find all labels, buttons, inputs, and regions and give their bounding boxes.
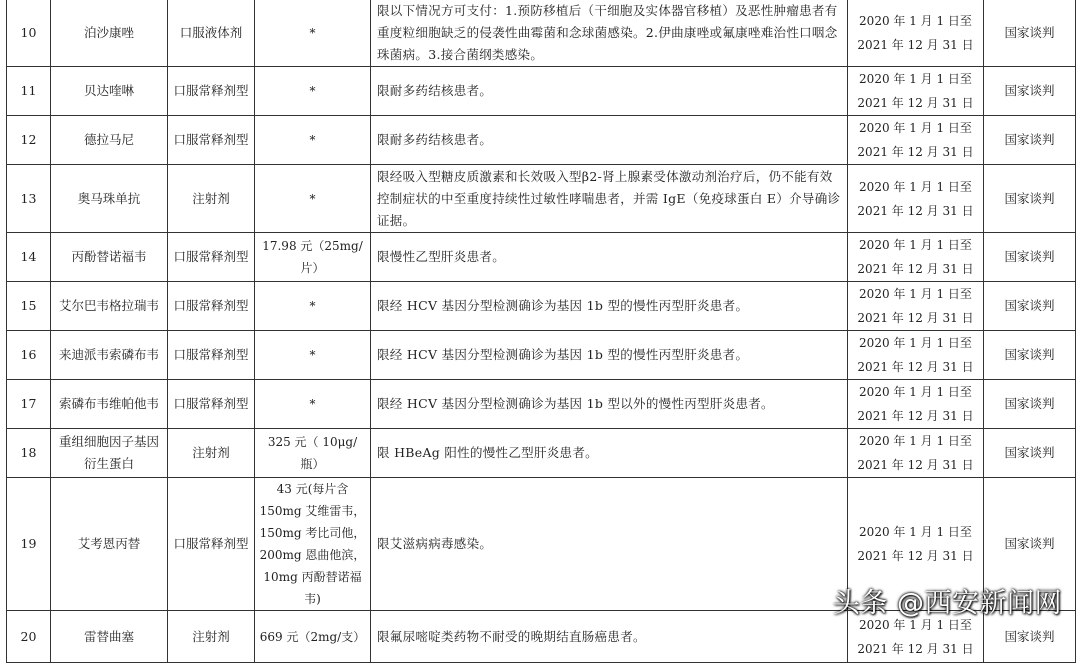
- agreement-period: 2020 年 1 月 1 日至 2021 年 12 月 31 日: [848, 611, 984, 663]
- payment-condition: 限慢性乙型肝炎患者。: [371, 233, 848, 282]
- source: 国家谈判: [984, 380, 1076, 429]
- agreement-period: 2020 年 1 月 1 日至 2021 年 12 月 31 日: [848, 478, 984, 611]
- dosage-form: 口服常释剂型: [168, 380, 255, 429]
- agreement-period: 2020 年 1 月 1 日至 2021 年 12 月 31 日: [848, 116, 984, 165]
- payment-condition: 限氟尿嘧啶类药物不耐受的晚期结直肠癌患者。: [371, 611, 848, 663]
- drug-name: 来迪派韦索磷布韦: [51, 331, 168, 380]
- drug-name: 贝达喹啉: [51, 67, 168, 116]
- agreement-period: 2020 年 1 月 1 日至 2021 年 12 月 31 日: [848, 282, 984, 331]
- dosage-form: 注射剂: [168, 165, 255, 233]
- dosage-form: 注射剂: [168, 611, 255, 663]
- payment-condition: 限耐多药结核患者。: [371, 116, 848, 165]
- drug-name: 丙酚替诺福韦: [51, 233, 168, 282]
- payment-condition: 限艾滋病病毒感染。: [371, 478, 848, 611]
- table-row: [7, 380, 1076, 429]
- agreement-period: 2020 年 1 月 1 日至 2021 年 12 月 31 日: [848, 67, 984, 116]
- table-row: [7, 67, 1076, 116]
- table-row: [7, 165, 1076, 233]
- payment-standard: *: [255, 331, 371, 380]
- payment-condition: 限经 HCV 基因分型检测确诊为基因 1b 型的慢性丙型肝炎患者。: [371, 282, 848, 331]
- payment-standard: *: [255, 165, 371, 233]
- row-number: 11: [7, 67, 51, 116]
- source: 国家谈判: [984, 165, 1076, 233]
- dosage-form: 口服液体剂: [168, 0, 255, 67]
- payment-standard: 43 元(每片含 150mg 艾维雷韦，150mg 考比司他，200mg 恩曲他滨，10mg 丙酚替诺福韦): [255, 478, 371, 611]
- table-row: [7, 331, 1076, 380]
- table-row: [7, 233, 1076, 282]
- drug-name: 泊沙康唑: [51, 0, 168, 67]
- drug-name: 艾考恩丙替: [51, 478, 168, 611]
- payment-standard: *: [255, 282, 371, 331]
- drug-table: [6, 0, 1076, 663]
- source: 国家谈判: [984, 429, 1076, 478]
- payment-standard: *: [255, 67, 371, 116]
- row-number: 12: [7, 116, 51, 165]
- source: 国家谈判: [984, 116, 1076, 165]
- agreement-period: 2020 年 1 月 1 日至 2021 年 12 月 31 日: [848, 233, 984, 282]
- payment-standard: *: [255, 380, 371, 429]
- source: 国家谈判: [984, 478, 1076, 611]
- table-row: [7, 116, 1076, 165]
- agreement-period: 2020 年 1 月 1 日至 2021 年 12 月 31 日: [848, 165, 984, 233]
- agreement-period: 2020 年 1 月 1 日至 2021 年 12 月 31 日: [848, 380, 984, 429]
- watermark: 头条 @西安新闻网: [832, 588, 1062, 619]
- payment-condition: 限经 HCV 基因分型检测确诊为基因 1b 型的慢性丙型肝炎患者。: [371, 331, 848, 380]
- payment-condition: 限耐多药结核患者。: [371, 67, 848, 116]
- row-number: 17: [7, 380, 51, 429]
- payment-standard: 17.98 元（25mg/片）: [255, 233, 371, 282]
- row-number: 10: [7, 0, 51, 67]
- dosage-form: 口服常释剂型: [168, 331, 255, 380]
- source: 国家谈判: [984, 233, 1076, 282]
- row-number: 13: [7, 165, 51, 233]
- payment-condition: 限经吸入型糖皮质激素和长效吸入型β2-肾上腺素受体激动剂治疗后，仍不能有效控制症状的中至重度持续性过敏性哮喘患者，并需 IgE（免疫球蛋白 E）介导确诊证据。: [371, 165, 848, 233]
- dosage-form: 注射剂: [168, 429, 255, 478]
- payment-standard: 669 元（2mg/支）: [255, 611, 371, 663]
- drug-name: 艾尔巴韦格拉瑞韦: [51, 282, 168, 331]
- row-number: 20: [7, 611, 51, 663]
- row-number: 19: [7, 478, 51, 611]
- payment-condition: 限以下情况方可支付：1.预防移植后（干细胞及实体器官移植）及恶性肿瘤患者有重度粒细胞缺乏的侵袭性曲霉菌和念球菌感染。2.伊曲康唑或氟康唑难治性口咽念珠菌病。3.接合菌纲类感染。: [371, 0, 848, 67]
- source: 国家谈判: [984, 611, 1076, 663]
- dosage-form: 口服常释剂型: [168, 282, 255, 331]
- agreement-period: 2020 年 1 月 1 日至 2021 年 12 月 31 日: [848, 331, 984, 380]
- table-row: [7, 0, 1076, 67]
- source: 国家谈判: [984, 0, 1076, 67]
- dosage-form: 口服常释剂型: [168, 116, 255, 165]
- source: 国家谈判: [984, 67, 1076, 116]
- source: 国家谈判: [984, 282, 1076, 331]
- row-number: 14: [7, 233, 51, 282]
- payment-standard: 325 元（ 10μg/瓶）: [255, 429, 371, 478]
- payment-condition: 限经 HCV 基因分型检测确诊为基因 1b 型以外的慢性丙型肝炎患者。: [371, 380, 848, 429]
- drug-name: 奥马珠单抗: [51, 165, 168, 233]
- payment-condition: 限 HBeAg 阳性的慢性乙型肝炎患者。: [371, 429, 848, 478]
- drug-name: 雷替曲塞: [51, 611, 168, 663]
- payment-standard: *: [255, 0, 371, 67]
- dosage-form: 口服常释剂型: [168, 67, 255, 116]
- drug-name: 重组细胞因子基因衍生蛋白: [51, 429, 168, 478]
- table-row: [7, 282, 1076, 331]
- row-number: 16: [7, 331, 51, 380]
- agreement-period: 2020 年 1 月 1 日至 2021 年 12 月 31 日: [848, 429, 984, 478]
- dosage-form: 口服常释剂型: [168, 233, 255, 282]
- source: 国家谈判: [984, 331, 1076, 380]
- row-number: 18: [7, 429, 51, 478]
- drug-name: 德拉马尼: [51, 116, 168, 165]
- dosage-form: 口服常释剂型: [168, 478, 255, 611]
- agreement-period: 2020 年 1 月 1 日至 2021 年 12 月 31 日: [848, 0, 984, 67]
- payment-standard: *: [255, 116, 371, 165]
- row-number: 15: [7, 282, 51, 331]
- table-row: [7, 429, 1076, 478]
- drug-name: 索磷布韦维帕他韦: [51, 380, 168, 429]
